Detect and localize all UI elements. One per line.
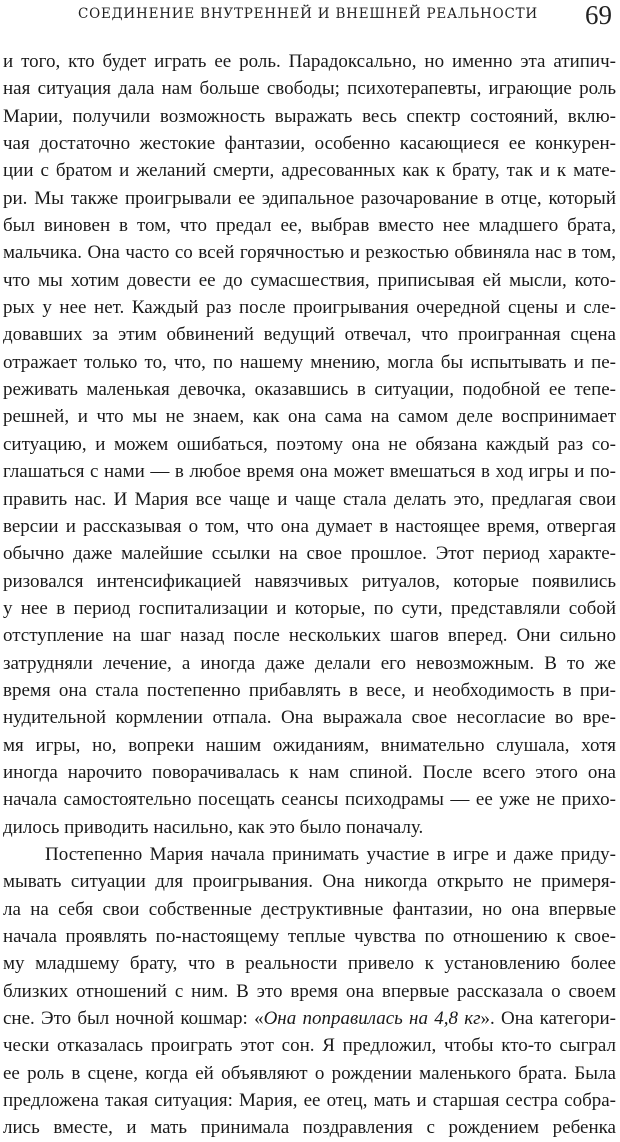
text-line: реживать маленькая девочка, оказавшись в ситуации, подобной ее тепе-: [3, 379, 616, 401]
text-line: у нее в период госпитализации и которые, по сути, представляли собой: [3, 597, 616, 619]
paragraph-2: [3, 841, 616, 1142]
text-line: лись вместе, и мать принимала поздравления с рождением ребенка: [3, 1117, 616, 1139]
text-line: мальчика. Она часто со всей горячностью и резкостью обвиняла нас в том,: [3, 242, 616, 264]
text-line: время она стала постепенно прибавлять в весе, и необходимость в при-: [3, 679, 616, 701]
text-line: ла на себя свои собственные деструктивные фантазии, но она впервые: [3, 898, 616, 920]
text-line: чая достаточно жестокие фантазии, особенно касающиеся ее конкурен-: [3, 133, 616, 155]
text-line: начала проявлять по-настоящему теплые чувства по отношению к свое-: [3, 926, 616, 947]
text-line: отражает только то, что, по нашему мнению, могла бы испытывать и пе-: [3, 351, 616, 373]
text-line: править нас. И Мария все чаще и чаще стала делать это, предлагая свои: [3, 488, 616, 510]
text-line: довавших за этим обвинений ведущий отвечал, что проигранная сцена: [3, 324, 616, 346]
running-header: СОЕДИНЕНИЕ ВНУТРЕННЕЙ И ВНЕШНЕЙ РЕАЛЬНОСТИ: [78, 6, 538, 22]
text-line: иногда нарочито поворачивалась к нам спиной. После всего этого она: [3, 761, 616, 783]
text-line: мя игры, но, вопреки нашим ожиданиям, внимательно слушала, хотя: [3, 734, 616, 756]
quote-lead-text: сне. Это был ночной кошмар: «: [3, 1008, 264, 1030]
text-line: му младшему брату, что в реальности привело к установлению более: [3, 953, 616, 975]
text-line: отступление на шаг назад после нескольких шагов вперед. Они сильно: [3, 625, 616, 647]
text-line: Марии, получили возможность выражать весь спектр состояний, вклю-: [3, 105, 616, 127]
page-number: 69: [585, 0, 612, 30]
text-line: ризовался интенсификацией навязчивых ритуалов, которые появились: [3, 570, 616, 592]
text-line: чески отказалась проиграть этот сон. Я предложил, чтобы кто-то сыграл: [3, 1035, 616, 1057]
text-line: ная ситуация дала нам больше свободы; психотерапевты, играющие роль: [3, 78, 616, 100]
text-line: ции с братом и желаний смерти, адресованных как к брату, так и к мате-: [3, 160, 616, 182]
paragraph-1: [3, 48, 616, 841]
text-line-with-quote: [3, 1005, 616, 1032]
text-line: нудительной кормлении отпала. Она выражала свое несогласие во вре-: [3, 707, 616, 729]
text-line: что мы хотим довести ее до сумасшествия, приписывая ей мысли, кото-: [3, 269, 616, 291]
quote-tail-text: ». Она категори-: [480, 1008, 617, 1030]
text-line: версии и рассказывая о том, что она думает в настоящее время, отвергая: [3, 515, 616, 537]
text-line: ри. Мы также проигрывали ее эдипальное разочарование в отце, который: [3, 187, 616, 209]
text-line: Постепенно Мария начала принимать участие в игре и даже приду-: [45, 843, 616, 865]
text-line: решней, и что мы не знаем, как она сама на самом деле воспринимает: [3, 406, 616, 428]
text-line: предложена такая ситуация: Мария, ее отец, мать и старшая сестра собра-: [3, 1090, 616, 1112]
text-line: затрудняли лечение, а иногда даже делали его невозможным. В то же: [3, 652, 616, 674]
text-line: ситуацию, и можем ошибаться, поэтому она не обязана каждый раз со-: [3, 433, 616, 455]
body-text: [3, 48, 616, 1142]
text-line: близких отношений с ним. В это время она впервые рассказала о своем: [3, 980, 616, 1002]
dream-quote: Она поправилась на 4,8 кг: [263, 1008, 481, 1030]
text-line: рых у нее нет. Каждый раз после проигрывания очередной сцены и сле-: [3, 297, 616, 319]
text-line: ее роль в сцене, когда ей объявляют о рождении маленького брата. Была: [3, 1062, 616, 1084]
text-line: и того, кто будет играть ее роль. Парадоксально, но именно эта атипич-: [3, 51, 616, 72]
text-line: начала самостоятельно посещать сеансы психодрамы — ее уже не прихо-: [3, 789, 616, 811]
text-line: мывать ситуации для проигрывания. Она никогда открыто не примеря-: [3, 871, 616, 893]
text-line: дилось приводить насильно, как это было поначалу.: [3, 816, 424, 838]
text-line: глашаться с нами — в любое время она может вмешаться в ход игры и по-: [3, 461, 616, 483]
text-line: был виновен в том, что предал ее, выбрав вместо нее младшего брата,: [3, 215, 616, 237]
text-line: обычно даже малейшие ссылки на свое прошлое. Этот период характе-: [3, 543, 616, 565]
